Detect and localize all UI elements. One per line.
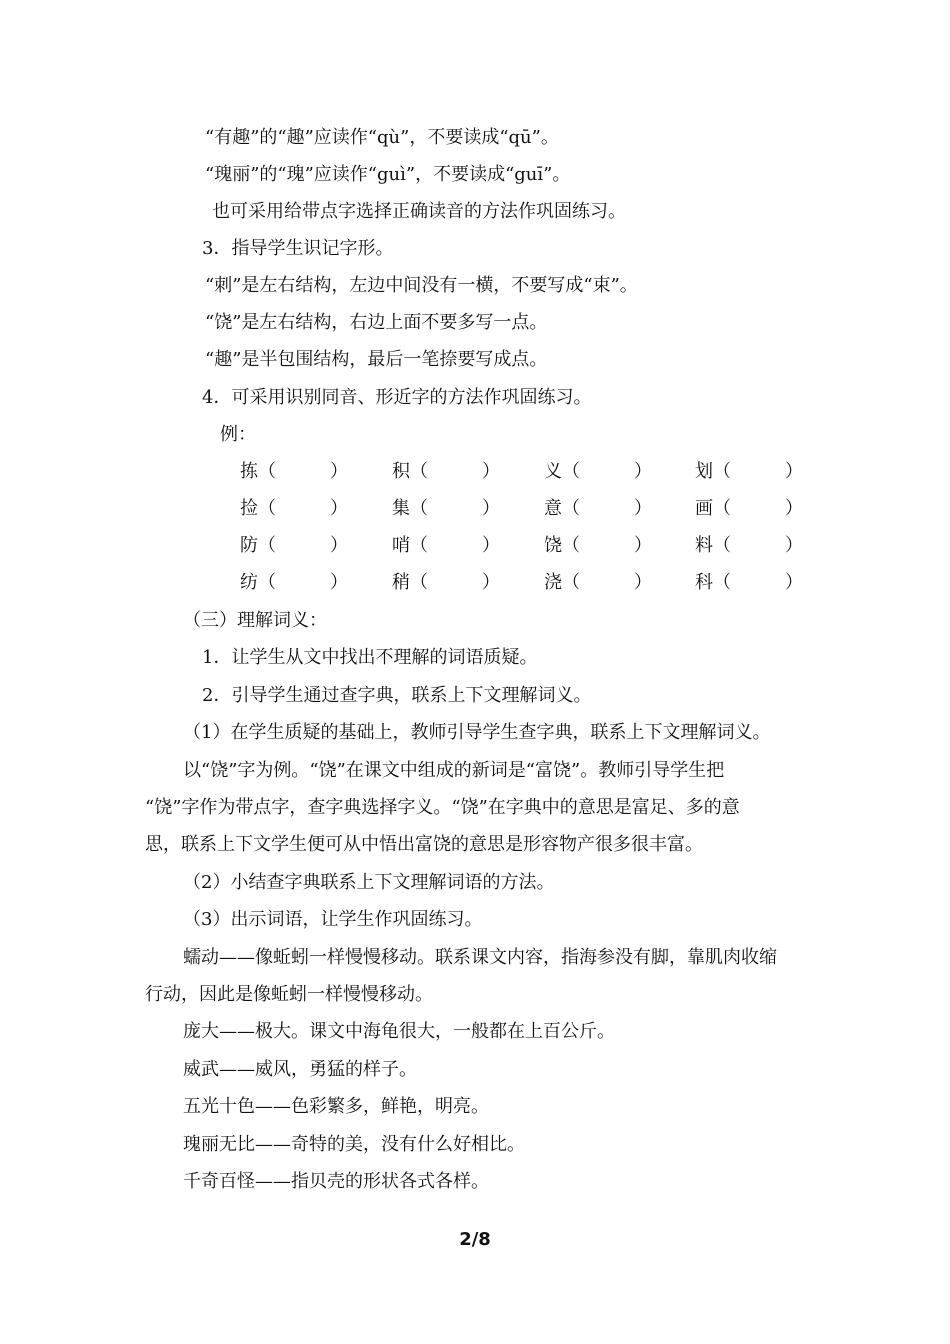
exercise-cell: 哨（ ） [392, 535, 500, 556]
exercise-cell: 划（ ） [695, 461, 803, 482]
pinyin-note-1: “有趣”的“趣”应读作“qù”，不要读成“qū”。 [205, 127, 559, 148]
exercise-cell: 防（ ） [240, 535, 348, 556]
paragraph-line: 思，联系上下文学生便可从中悟出富饶的意思是形容物产很多很丰富。 [145, 834, 703, 855]
exercise-cell: 浇（ ） [544, 572, 652, 593]
exercise-cell: 纺（ ） [240, 572, 348, 593]
exercise-cell: 科（ ） [695, 572, 803, 593]
vocab-definition: 五光十色——色彩繁多，鲜艳，明亮。 [183, 1096, 489, 1117]
substep-2: （2）小结查字典联系上下文理解词语的方法。 [183, 872, 555, 893]
example-label: 例： [220, 424, 256, 445]
exercise-cell: 积（ ） [392, 461, 500, 482]
practice-note: 也可采用给带点字选择正确读音的方法作巩固练习。 [212, 201, 626, 222]
vocab-definition: 千奇百怪——指贝壳的形状各式各样。 [183, 1171, 489, 1192]
vocab-definition: 庞大——极大。课文中海龟很大，一般都在上百公斤。 [183, 1021, 615, 1042]
vocab-definition: 威武——威风，勇猛的样子。 [183, 1059, 417, 1080]
exercise-cell: 料（ ） [695, 535, 803, 556]
page-number: 2/8 [459, 1229, 491, 1250]
glyph-note-2: “饶”是左右结构，右边上面不要多写一点。 [205, 312, 548, 333]
pinyin-note-2: “瑰丽”的“瑰”应读作“guì”，不要读成“guī”。 [205, 164, 571, 185]
exercise-cell: 捡（ ） [240, 498, 348, 519]
exercise-cell: 集（ ） [392, 498, 500, 519]
vocab-definition: 蠕动——像蚯蚓一样慢慢移动。联系课文内容，指海参没有脚，靠肌肉收缩 [183, 947, 777, 968]
vocab-definition-cont: 行动，因此是像蚯蚓一样慢慢移动。 [145, 984, 433, 1005]
step-4-heading: 4．可采用识别同音、形近字的方法作巩固练习。 [202, 387, 592, 408]
substep-3: （3）出示词语，让学生作巩固练习。 [183, 909, 483, 930]
step-1: 1．让学生从文中找出不理解的词语质疑。 [202, 647, 538, 668]
substep-1: （1）在学生质疑的基础上，教师引导学生查字典，联系上下文理解词义。 [183, 722, 771, 743]
exercise-cell: 拣（ ） [240, 461, 348, 482]
section-3-heading: （三）理解词义： [183, 610, 327, 631]
paragraph-line: 以“饶”字为例。“饶”在课文中组成的新词是“富饶”。教师引导学生把 [183, 760, 725, 781]
exercise-cell: 稍（ ） [392, 572, 500, 593]
glyph-note-1: “刺”是左右结构，左边中间没有一横，不要写成“束”。 [205, 275, 638, 296]
exercise-cell: 意（ ） [544, 498, 652, 519]
step-2: 2．引导学生通过查字典，联系上下文理解词义。 [202, 685, 592, 706]
exercise-cell: 饶（ ） [544, 535, 652, 556]
step-3-heading: 3．指导学生识记字形。 [202, 238, 394, 259]
paragraph-line: “饶”字作为带点字，查字典选择字义。“饶”在字典中的意思是富足、多的意 [145, 797, 740, 818]
vocab-definition: 瑰丽无比——奇特的美，没有什么好相比。 [183, 1134, 525, 1155]
glyph-note-3: “趣”是半包围结构，最后一笔捺要写成点。 [205, 349, 548, 370]
exercise-cell: 画（ ） [695, 498, 803, 519]
exercise-cell: 义（ ） [544, 461, 652, 482]
